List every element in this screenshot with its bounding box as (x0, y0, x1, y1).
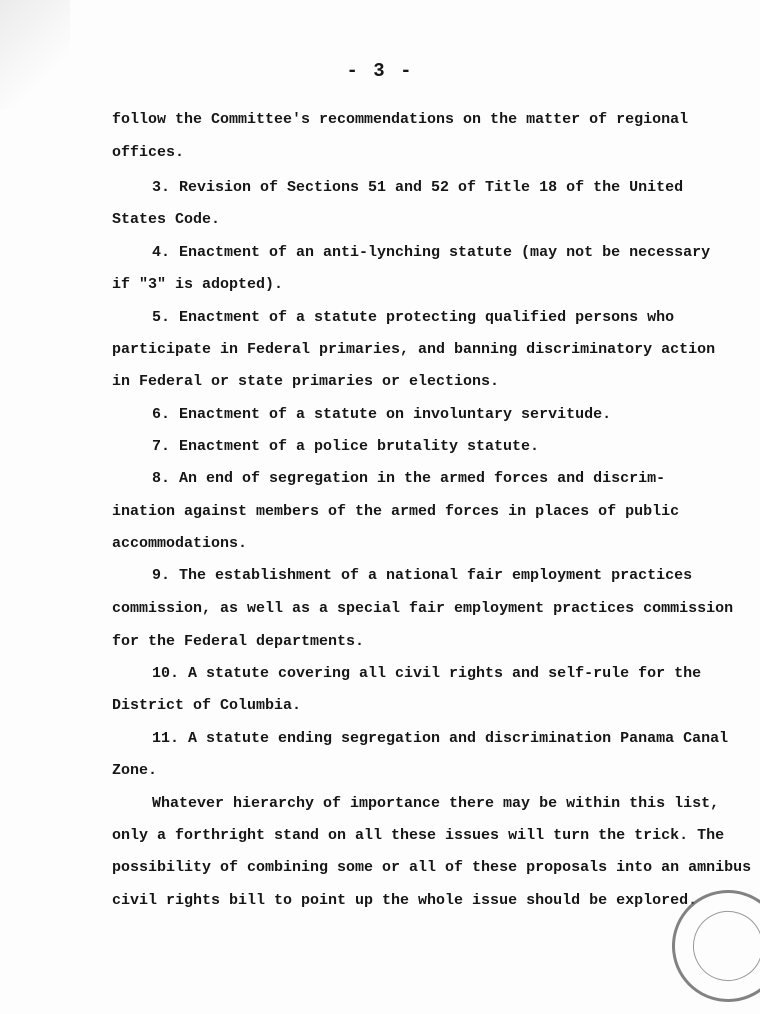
text-line: 11. A statute ending segregation and discrimination Panama Canal (152, 730, 729, 747)
text-line: ination against members of the armed forces in places of public (112, 503, 680, 520)
scan-smudge (0, 0, 70, 110)
text-line: in Federal or state primaries or elections. (112, 373, 500, 390)
text-line: for the Federal departments. (112, 633, 365, 650)
text-line: possibility of combining some or all of these proposals into an amnibus (112, 859, 752, 876)
stamp-inner-ring (681, 899, 760, 994)
text-line: 10. A statute covering all civil rights and self-rule for the (152, 665, 702, 682)
text-line: commission, as well as a special fair employment practices commission (112, 600, 734, 617)
text-line: only a forthright stand on all these issues will turn the trick. The (112, 827, 725, 844)
text-line: District of Columbia. (112, 697, 302, 714)
text-line: accommodations. (112, 535, 248, 552)
text-line: follow the Committee's recommendations on the matter of regional (112, 111, 689, 128)
text-line: 4. Enactment of an anti-lynching statute (may not be necessary (152, 244, 711, 261)
text-line: 3. Revision of Sections 51 and 52 of Title 18 of the United (152, 179, 684, 196)
text-line: 7. Enactment of a police brutality statute. (152, 438, 540, 455)
text-line: civil rights bill to point up the whole issue should be explored. (112, 892, 698, 909)
text-line: 6. Enactment of a statute on involuntary servitude. (152, 406, 612, 423)
text-line: 8. An end of segregation in the armed forces and discrim- (152, 470, 666, 487)
text-line: States Code. (112, 211, 221, 228)
text-line: Whatever hierarchy of importance there may be within this list, (152, 795, 720, 812)
page-number: - 3 - (346, 60, 414, 82)
text-line: if "3" is adopted). (112, 276, 284, 293)
text-line: offices. (112, 144, 185, 161)
text-line: 5. Enactment of a statute protecting qualified persons who (152, 309, 675, 326)
text-line: Zone. (112, 762, 158, 779)
text-line: participate in Federal primaries, and banning discriminatory action (112, 341, 716, 358)
text-line: 9. The establishment of a national fair employment practices (152, 567, 693, 584)
